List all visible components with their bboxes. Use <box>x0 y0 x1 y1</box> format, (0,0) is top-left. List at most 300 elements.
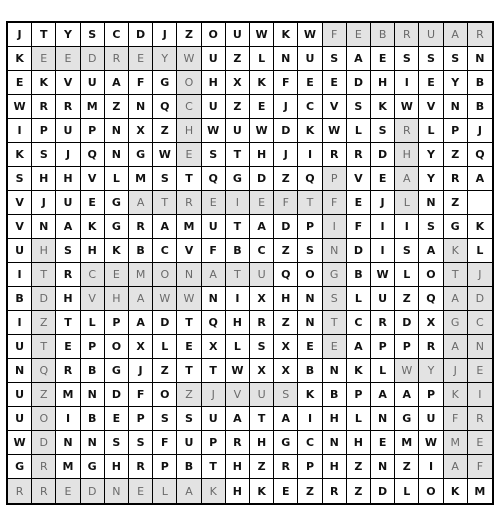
grid-cell[interactable]: E <box>468 359 492 383</box>
grid-cell[interactable]: A <box>444 287 468 311</box>
grid-cell[interactable]: W <box>8 95 32 119</box>
grid-cell[interactable]: X <box>274 335 298 359</box>
grid-cell[interactable]: F <box>129 71 153 95</box>
grid-cell[interactable]: X <box>419 311 443 335</box>
grid-cell[interactable]: H <box>105 455 129 479</box>
grid-cell[interactable]: M <box>474 484 486 498</box>
grid-cell[interactable]: O <box>153 383 177 407</box>
grid-cell[interactable]: T <box>177 359 201 383</box>
grid-cell[interactable]: Z <box>395 287 419 311</box>
grid-cell[interactable]: C <box>347 311 371 335</box>
grid-cell[interactable]: H <box>347 431 371 455</box>
grid-cell[interactable]: R <box>177 191 201 215</box>
grid-cell[interactable]: Q <box>419 287 443 311</box>
grid-cell[interactable]: P <box>153 455 177 479</box>
grid-cell[interactable]: P <box>105 311 129 335</box>
grid-cell[interactable]: U <box>56 191 80 215</box>
grid-cell[interactable]: E <box>323 71 347 95</box>
grid-cell[interactable]: U <box>250 263 274 287</box>
grid-cell[interactable]: A <box>419 239 443 263</box>
grid-cell[interactable]: B <box>81 359 105 383</box>
grid-cell[interactable]: K <box>298 119 322 143</box>
grid-cell[interactable]: I <box>323 215 347 239</box>
grid-cell[interactable]: A <box>202 263 226 287</box>
grid-cell[interactable]: H <box>371 71 395 95</box>
grid-cell[interactable]: B <box>8 287 32 311</box>
grid-cell[interactable]: R <box>32 95 56 119</box>
grid-cell[interactable]: K <box>202 479 226 503</box>
grid-cell[interactable]: E <box>298 335 322 359</box>
grid-cell[interactable]: Q <box>81 143 105 167</box>
grid-cell[interactable]: O <box>419 263 443 287</box>
grid-cell[interactable]: K <box>81 215 105 239</box>
grid-cell[interactable]: A <box>371 383 395 407</box>
grid-cell[interactable]: A <box>129 287 153 311</box>
grid-cell[interactable]: B <box>347 263 371 287</box>
grid-cell[interactable]: R <box>56 95 80 119</box>
grid-cell[interactable]: U <box>8 383 32 407</box>
grid-cell[interactable]: S <box>395 239 419 263</box>
grid-cell[interactable]: G <box>444 311 468 335</box>
grid-cell[interactable]: L <box>395 191 419 215</box>
grid-cell[interactable]: H <box>226 311 250 335</box>
grid-cell[interactable]: N <box>274 47 298 71</box>
grid-cell[interactable]: J <box>153 23 177 47</box>
grid-cell[interactable]: X <box>129 335 153 359</box>
grid-cell[interactable]: U <box>298 47 322 71</box>
grid-cell[interactable]: Q <box>274 263 298 287</box>
grid-cell[interactable]: R <box>105 47 129 71</box>
grid-cell[interactable]: R <box>32 455 56 479</box>
grid-cell[interactable]: L <box>371 359 395 383</box>
grid-cell[interactable]: U <box>250 383 274 407</box>
grid-cell[interactable]: P <box>81 335 105 359</box>
grid-cell[interactable]: N <box>56 431 80 455</box>
grid-cell[interactable]: R <box>323 479 347 503</box>
grid-cell[interactable]: P <box>202 431 226 455</box>
grid-cell[interactable]: L <box>419 119 443 143</box>
grid-cell[interactable]: Z <box>274 239 298 263</box>
grid-cell[interactable]: W <box>395 359 419 383</box>
grid-cell[interactable]: K <box>8 47 32 71</box>
grid-cell[interactable]: W <box>153 287 177 311</box>
grid-cell[interactable]: F <box>468 455 492 479</box>
grid-cell[interactable]: H <box>56 287 80 311</box>
grid-cell[interactable]: F <box>153 431 177 455</box>
grid-cell[interactable]: Z <box>153 119 177 143</box>
grid-cell[interactable]: S <box>32 143 56 167</box>
grid-cell[interactable]: E <box>56 335 80 359</box>
grid-cell[interactable]: E <box>32 47 56 71</box>
grid-cell[interactable]: U <box>202 215 226 239</box>
grid-cell[interactable]: D <box>105 383 129 407</box>
grid-cell[interactable]: U <box>202 47 226 71</box>
grid-cell[interactable]: C <box>298 95 322 119</box>
grid-cell[interactable]: F <box>323 23 347 47</box>
grid-cell[interactable]: B <box>371 23 395 47</box>
grid-cell[interactable]: S <box>250 335 274 359</box>
grid-cell[interactable]: A <box>153 215 177 239</box>
grid-cell[interactable]: E <box>8 71 32 95</box>
grid-cell[interactable]: D <box>347 239 371 263</box>
grid-cell[interactable]: Z <box>395 455 419 479</box>
grid-cell[interactable]: M <box>177 215 201 239</box>
grid-cell[interactable]: P <box>395 335 419 359</box>
grid-cell[interactable]: N <box>371 455 395 479</box>
grid-cell[interactable]: I <box>8 311 32 335</box>
grid-cell[interactable]: E <box>129 47 153 71</box>
grid-cell[interactable]: E <box>56 47 80 71</box>
grid-cell[interactable]: V <box>177 239 201 263</box>
grid-cell[interactable]: G <box>323 263 347 287</box>
grid-cell[interactable]: X <box>129 119 153 143</box>
grid-cell[interactable]: H <box>32 239 56 263</box>
grid-cell[interactable]: K <box>347 359 371 383</box>
grid-cell[interactable]: J <box>444 359 468 383</box>
grid-cell[interactable]: I <box>8 119 32 143</box>
grid-cell[interactable]: M <box>56 383 80 407</box>
grid-cell[interactable]: J <box>468 263 492 287</box>
grid-cell[interactable]: H <box>226 479 250 503</box>
grid-cell[interactable]: R <box>444 167 468 191</box>
grid-cell[interactable]: U <box>371 287 395 311</box>
grid-cell[interactable]: R <box>371 311 395 335</box>
grid-cell[interactable]: P <box>81 119 105 143</box>
grid-cell[interactable]: L <box>395 263 419 287</box>
grid-cell[interactable]: V <box>8 215 32 239</box>
grid-cell[interactable]: R <box>226 431 250 455</box>
grid-cell[interactable]: N <box>177 263 201 287</box>
grid-cell[interactable]: V <box>56 71 80 95</box>
grid-cell[interactable]: C <box>153 239 177 263</box>
grid-cell[interactable]: U <box>177 431 201 455</box>
grid-cell[interactable]: E <box>371 47 395 71</box>
grid-cell[interactable]: Q <box>202 311 226 335</box>
grid-cell[interactable]: H <box>32 167 56 191</box>
grid-cell[interactable]: Z <box>347 455 371 479</box>
grid-cell[interactable]: F <box>274 71 298 95</box>
grid-cell[interactable]: G <box>444 215 468 239</box>
grid-cell[interactable]: R <box>468 23 492 47</box>
grid-cell[interactable]: C <box>468 311 492 335</box>
grid-cell[interactable]: D <box>129 23 153 47</box>
grid-cell[interactable]: V <box>81 287 105 311</box>
grid-cell[interactable]: L <box>105 167 129 191</box>
grid-cell[interactable]: N <box>444 95 468 119</box>
grid-cell[interactable]: I <box>8 263 32 287</box>
grid-cell[interactable]: B <box>81 407 105 431</box>
grid-cell[interactable]: G <box>105 191 129 215</box>
grid-cell[interactable]: V <box>226 383 250 407</box>
grid-cell[interactable]: W <box>395 95 419 119</box>
grid-cell[interactable]: T <box>32 23 56 47</box>
grid-cell[interactable]: R <box>129 455 153 479</box>
grid-cell[interactable]: C <box>250 239 274 263</box>
grid-cell[interactable]: G <box>129 143 153 167</box>
grid-cell[interactable]: S <box>274 383 298 407</box>
grid-cell[interactable]: N <box>129 95 153 119</box>
grid-cell[interactable]: R <box>129 215 153 239</box>
grid-cell[interactable]: N <box>81 383 105 407</box>
grid-cell[interactable]: J <box>468 119 492 143</box>
grid-cell[interactable]: P <box>129 407 153 431</box>
grid-cell[interactable]: H <box>226 455 250 479</box>
grid-cell[interactable]: S <box>81 23 105 47</box>
grid-cell[interactable]: L <box>226 335 250 359</box>
grid-cell[interactable]: B <box>323 383 347 407</box>
grid-cell[interactable]: A <box>105 71 129 95</box>
grid-cell[interactable]: N <box>323 239 347 263</box>
grid-cell[interactable]: Y <box>56 23 80 47</box>
grid-cell[interactable]: L <box>153 479 177 503</box>
grid-cell[interactable]: R <box>468 407 492 431</box>
grid-cell[interactable]: D <box>347 71 371 95</box>
grid-cell[interactable]: K <box>105 239 129 263</box>
grid-cell[interactable]: W <box>8 431 32 455</box>
grid-cell[interactable]: H <box>202 71 226 95</box>
grid-cell[interactable]: K <box>32 71 56 95</box>
grid-cell[interactable]: Q <box>298 167 322 191</box>
grid-cell[interactable]: R <box>8 479 32 503</box>
grid-cell[interactable]: E <box>250 95 274 119</box>
grid-cell[interactable]: X <box>250 359 274 383</box>
grid-cell[interactable]: E <box>419 71 443 95</box>
grid-cell[interactable]: K <box>298 383 322 407</box>
grid-cell[interactable]: D <box>250 167 274 191</box>
grid-cell[interactable]: B <box>298 359 322 383</box>
grid-cell[interactable]: T <box>226 143 250 167</box>
grid-cell[interactable]: N <box>371 407 395 431</box>
grid-cell[interactable]: T <box>323 311 347 335</box>
grid-cell[interactable]: N <box>298 287 322 311</box>
grid-cell[interactable]: R <box>347 143 371 167</box>
grid-cell[interactable]: K <box>444 479 468 503</box>
grid-cell[interactable]: I <box>395 215 419 239</box>
grid-cell[interactable]: R <box>274 455 298 479</box>
grid-cell[interactable]: K <box>8 143 32 167</box>
grid-cell[interactable]: O <box>177 71 201 95</box>
grid-cell[interactable]: A <box>129 311 153 335</box>
grid-cell[interactable]: Z <box>177 383 201 407</box>
grid-cell[interactable]: Y <box>153 47 177 71</box>
grid-cell[interactable]: N <box>468 47 492 71</box>
grid-cell[interactable]: A <box>274 407 298 431</box>
grid-cell[interactable]: Z <box>274 311 298 335</box>
grid-cell[interactable]: M <box>56 455 80 479</box>
grid-cell[interactable]: T <box>56 311 80 335</box>
grid-cell[interactable]: S <box>323 287 347 311</box>
grid-cell[interactable]: J <box>8 23 32 47</box>
grid-cell[interactable]: E <box>468 431 492 455</box>
grid-cell[interactable]: A <box>444 335 468 359</box>
grid-cell[interactable]: P <box>298 215 322 239</box>
grid-cell[interactable]: N <box>419 191 443 215</box>
grid-cell[interactable]: H <box>81 239 105 263</box>
grid-cell[interactable]: E <box>371 167 395 191</box>
grid-cell[interactable]: T <box>32 263 56 287</box>
grid-cell[interactable]: H <box>250 143 274 167</box>
grid-cell[interactable]: R <box>250 311 274 335</box>
grid-cell[interactable]: W <box>250 23 274 47</box>
grid-cell[interactable]: J <box>371 191 395 215</box>
grid-cell[interactable]: E <box>347 191 371 215</box>
grid-cell[interactable]: W <box>177 287 201 311</box>
grid-cell[interactable]: I <box>371 239 395 263</box>
grid-cell[interactable]: C <box>298 431 322 455</box>
grid-cell[interactable]: K <box>444 239 468 263</box>
grid-cell[interactable]: U <box>8 335 32 359</box>
grid-cell[interactable]: U <box>419 407 443 431</box>
grid-cell[interactable]: P <box>32 119 56 143</box>
grid-cell[interactable]: N <box>8 359 32 383</box>
grid-cell[interactable]: P <box>444 119 468 143</box>
grid-cell[interactable]: Q <box>468 143 492 167</box>
grid-cell[interactable]: U <box>8 239 32 263</box>
grid-cell[interactable]: T <box>177 167 201 191</box>
grid-cell[interactable]: N <box>298 311 322 335</box>
grid-cell[interactable]: G <box>226 167 250 191</box>
grid-cell[interactable]: D <box>468 287 492 311</box>
grid-cell[interactable]: U <box>8 407 32 431</box>
grid-cell[interactable]: K <box>274 23 298 47</box>
grid-cell[interactable]: B <box>226 239 250 263</box>
grid-cell[interactable]: B <box>468 95 492 119</box>
grid-cell[interactable]: M <box>395 431 419 455</box>
grid-cell[interactable]: H <box>177 119 201 143</box>
grid-cell[interactable]: P <box>298 455 322 479</box>
grid-cell[interactable]: R <box>395 119 419 143</box>
grid-cell[interactable]: D <box>153 311 177 335</box>
grid-cell[interactable]: Z <box>250 455 274 479</box>
grid-cell[interactable]: G <box>153 71 177 95</box>
grid-cell[interactable]: E <box>202 191 226 215</box>
grid-cell[interactable]: C <box>105 23 129 47</box>
grid-cell[interactable]: M <box>129 167 153 191</box>
grid-cell[interactable]: F <box>274 191 298 215</box>
grid-cell[interactable]: A <box>444 23 468 47</box>
grid-cell[interactable]: O <box>105 335 129 359</box>
grid-cell[interactable]: F <box>129 383 153 407</box>
grid-cell[interactable]: S <box>323 47 347 71</box>
grid-cell[interactable]: N <box>81 431 105 455</box>
grid-cell[interactable]: D <box>32 431 56 455</box>
grid-cell[interactable]: L <box>347 119 371 143</box>
grid-cell[interactable]: G <box>8 455 32 479</box>
grid-cell[interactable]: A <box>56 215 80 239</box>
grid-cell[interactable]: A <box>347 335 371 359</box>
grid-cell[interactable]: U <box>56 119 80 143</box>
grid-cell[interactable]: Z <box>32 383 56 407</box>
grid-cell[interactable]: S <box>202 143 226 167</box>
grid-cell[interactable]: I <box>298 407 322 431</box>
grid-cell[interactable]: W <box>153 143 177 167</box>
grid-cell[interactable]: R <box>419 335 443 359</box>
grid-cell[interactable]: D <box>81 479 105 503</box>
grid-cell[interactable]: T <box>298 191 322 215</box>
grid-cell[interactable]: V <box>81 167 105 191</box>
grid-cell[interactable]: W <box>250 119 274 143</box>
grid-cell[interactable]: T <box>177 311 201 335</box>
grid-cell[interactable]: A <box>250 215 274 239</box>
grid-cell[interactable]: K <box>371 95 395 119</box>
grid-cell[interactable]: I <box>226 287 250 311</box>
grid-cell[interactable]: I <box>395 71 419 95</box>
grid-cell[interactable]: Q <box>32 359 56 383</box>
grid-cell[interactable]: S <box>105 431 129 455</box>
grid-cell[interactable]: A <box>177 479 201 503</box>
grid-cell[interactable]: M <box>81 95 105 119</box>
grid-cell[interactable]: L <box>81 311 105 335</box>
grid-cell[interactable]: P <box>419 383 443 407</box>
grid-cell[interactable]: E <box>105 407 129 431</box>
grid-cell[interactable]: A <box>226 407 250 431</box>
grid-cell[interactable]: D <box>32 287 56 311</box>
grid-cell[interactable]: H <box>395 143 419 167</box>
grid-cell[interactable]: D <box>81 47 105 71</box>
grid-cell[interactable]: Q <box>153 95 177 119</box>
grid-cell[interactable]: F <box>323 191 347 215</box>
grid-cell[interactable]: I <box>419 455 443 479</box>
grid-cell[interactable]: E <box>274 479 298 503</box>
grid-cell[interactable]: S <box>153 407 177 431</box>
grid-cell[interactable]: V <box>8 191 32 215</box>
grid-cell[interactable]: Z <box>226 95 250 119</box>
grid-cell[interactable]: S <box>419 47 443 71</box>
grid-cell[interactable]: J <box>129 359 153 383</box>
grid-cell[interactable] <box>468 191 492 215</box>
grid-cell[interactable]: K <box>468 215 492 239</box>
grid-cell[interactable]: I <box>468 383 492 407</box>
grid-cell[interactable]: G <box>274 431 298 455</box>
grid-cell[interactable]: W <box>371 263 395 287</box>
grid-cell[interactable]: P <box>347 383 371 407</box>
grid-cell[interactable]: A <box>468 167 492 191</box>
grid-cell[interactable]: U <box>226 23 250 47</box>
grid-cell[interactable]: P <box>323 167 347 191</box>
grid-cell[interactable]: J <box>56 143 80 167</box>
grid-cell[interactable]: R <box>395 23 419 47</box>
grid-cell[interactable]: U <box>202 95 226 119</box>
grid-cell[interactable]: D <box>274 215 298 239</box>
grid-cell[interactable]: G <box>105 359 129 383</box>
grid-cell[interactable]: E <box>105 263 129 287</box>
grid-cell[interactable]: Z <box>444 143 468 167</box>
grid-cell[interactable]: G <box>81 455 105 479</box>
grid-cell[interactable]: K <box>250 71 274 95</box>
grid-cell[interactable]: N <box>105 479 129 503</box>
grid-cell[interactable]: E <box>323 335 347 359</box>
grid-cell[interactable]: T <box>226 215 250 239</box>
grid-cell[interactable]: E <box>371 431 395 455</box>
grid-cell[interactable]: S <box>444 47 468 71</box>
grid-cell[interactable]: N <box>32 215 56 239</box>
grid-cell[interactable]: O <box>202 23 226 47</box>
grid-cell[interactable]: O <box>298 263 322 287</box>
grid-cell[interactable]: Q <box>202 167 226 191</box>
grid-cell[interactable]: G <box>395 407 419 431</box>
grid-cell[interactable]: D <box>371 479 395 503</box>
grid-cell[interactable]: N <box>323 431 347 455</box>
grid-cell[interactable]: U <box>226 119 250 143</box>
grid-cell[interactable]: H <box>323 455 347 479</box>
grid-cell[interactable]: N <box>202 287 226 311</box>
grid-cell[interactable]: R <box>323 143 347 167</box>
grid-cell[interactable]: O <box>419 479 443 503</box>
grid-cell[interactable]: G <box>105 215 129 239</box>
grid-cell[interactable]: O <box>32 407 56 431</box>
grid-cell[interactable]: Y <box>419 167 443 191</box>
grid-cell[interactable]: C <box>81 263 105 287</box>
